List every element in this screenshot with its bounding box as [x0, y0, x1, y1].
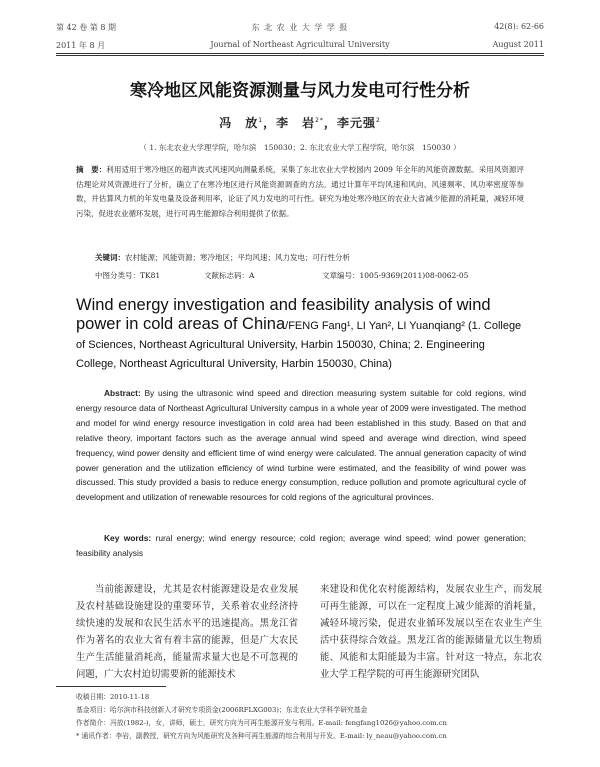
- title-cn: 寒冷地区风能资源测量与风力发电可行性分析: [130, 81, 470, 101]
- clc-number: 中图分类号：TK81: [95, 271, 161, 280]
- author-3: 李元强: [336, 116, 376, 130]
- header-date: 2011 年 8 月: [56, 41, 106, 50]
- body-column-right: 来建设和优化农村能源结构，发展农业生产，而发展可再生能源，可以在一定程度上减少能源的消耗量，减轻环境污染，促进农业循环发展以至在农业生产生活中获得综合效益。黑龙江省的能源储量尤以生物质能、风能和太阳能最为丰富。针对这一特点，东北农业大学工程学院的可再生能源研究团队: [320, 584, 542, 680]
- header-journal-en: Journal of Northeast Agricultural University: [210, 40, 390, 49]
- affiliation-cn: （ 1. 东北农业大学理学院，哈尔滨 150030；2. 东北农业大学工程学院，哈尔滨 150030 ）: [139, 143, 461, 152]
- header-issue: 第 42 卷 第 8 期: [56, 23, 116, 32]
- header-journal-cn: 东 北 农 业 大 学 学 报: [251, 23, 349, 32]
- header-rule-thin: [56, 55, 544, 56]
- author-1: 冯 放: [219, 116, 259, 130]
- header-rule: [56, 53, 544, 54]
- keywords-cn: 关键词：农村能源；风能资源；寒冷地区；平均风速；风力发电；可行性分析: [95, 253, 350, 262]
- title-en: [76, 296, 526, 372]
- footnote-author: 作者简介：冯放(1982-)，女，讲师，硕士，研究方向为可再生能源开发与利用。E-mail: fengfang1026@yahoo.com.cn: [76, 719, 447, 727]
- abstract-en: [76, 386, 526, 505]
- footnote-corresponding: * 通讯作者：李岩，副教授，研究方向为风能研究及各种可再生能源的综合利用与开发。E-mail: ly_neau@yahoo.com.cn: [76, 732, 447, 740]
- author-2: 李 岩: [276, 116, 316, 130]
- body-column-left: 当前能源建设，尤其是农村能源建设是农业发展及农村基础设施建设的重要环节，关系着农业经济持续快速的发展和农民生活水平的迅速提高。黑龙江省作为著名的农业大省有着丰富的能源，但是广大农民生产生活能量消耗高，能量需求量大也是不可忽视的问题，广大农村迫切需要新的能源技术: [76, 584, 298, 680]
- authors-affiliation-en: /FENG Fang¹, LI Yan², LI Yuanqiang² (1. College of Sciences, Northeast Agricultural University, Harbin 150030, China; 2. Engineering College, Northeast Agricultural University, Harbin 150030, China): [76, 320, 522, 370]
- abstract-cn-text: 利用适用于寒冷地区的超声波式风速风向测量系统，采集了东北农业大学校园内 2009 年全年的风能资源数据。采用风资源评估理论对风资源进行了分析，确立了在寒冷地区进行风能资源调查的方法。通过计算年平均风速和风向、风速频率、风功率密度等参数，并估算风力机的年发电量及设备利用率，论证了风力发电的可行性。研究为地处寒冷地区的农业大省减少能源的消耗量，减轻环境污染，促进农业循环发展，进行可再生能源综合利用提供了依据。: [76, 165, 524, 218]
- article-number: 文章编号：1005-9369(2011)08-0062-05: [322, 271, 469, 280]
- authors-cn: 冯 放$^1$，李 岩$^{2*}$，李元强$^2$: [219, 116, 381, 130]
- footnote-fund: 基金项目：哈尔滨市科技创新人才研究专项资金(2006RFLXG003)；东北农业大学科学研究基金: [76, 706, 368, 714]
- header-date-en: August 2011: [492, 40, 544, 49]
- keywords-en-text: rural energy; wind energy resource; cold region; average wind speed; wind power generation; feasibility analysis: [76, 533, 526, 558]
- abstract-cn-label: 摘 要：: [76, 165, 107, 174]
- abstract-en-label: Abstract:: [104, 388, 141, 398]
- keywords-en: [76, 531, 526, 561]
- header-pages: 42(8): 62-66: [494, 22, 544, 31]
- abstract-en-text: By using the ultrasonic wind speed and direction measuring system suitable for cold regions, wind energy resource data of Northeast Agricultural University campus in a whole year of 2009 were investigated. The method and model for wind energy resource investigation in cold area had been established in this study. Based on that and relative theory, important factors such as the average annual wind speed and average wind direction, wind speed frequency, wind power density and efficient time of wind energy were calculated. The annual generation capacity of wind power generation and the utilization efficiency of wind turbine were estimated, and the feasibility of wind power was discussed. This study provided a basis to reduce energy consumption, reduce pollution and promote agricultural cycle of development and utilization of renewable resources for cold regions of the agricultural provinces.: [76, 388, 526, 503]
- document-code: 文献标志码：A: [204, 271, 255, 280]
- footnote-rule: [56, 686, 166, 687]
- abstract-cn: [76, 163, 524, 221]
- title-en-line2: areas of China: [177, 315, 286, 333]
- title-en-line1: Wind energy investigation and feasibility analysis of wind power in cold: [76, 296, 491, 333]
- footnote-received: 收稿日期：2010-11-18: [76, 693, 150, 701]
- keywords-en-label: Key words:: [104, 533, 152, 543]
